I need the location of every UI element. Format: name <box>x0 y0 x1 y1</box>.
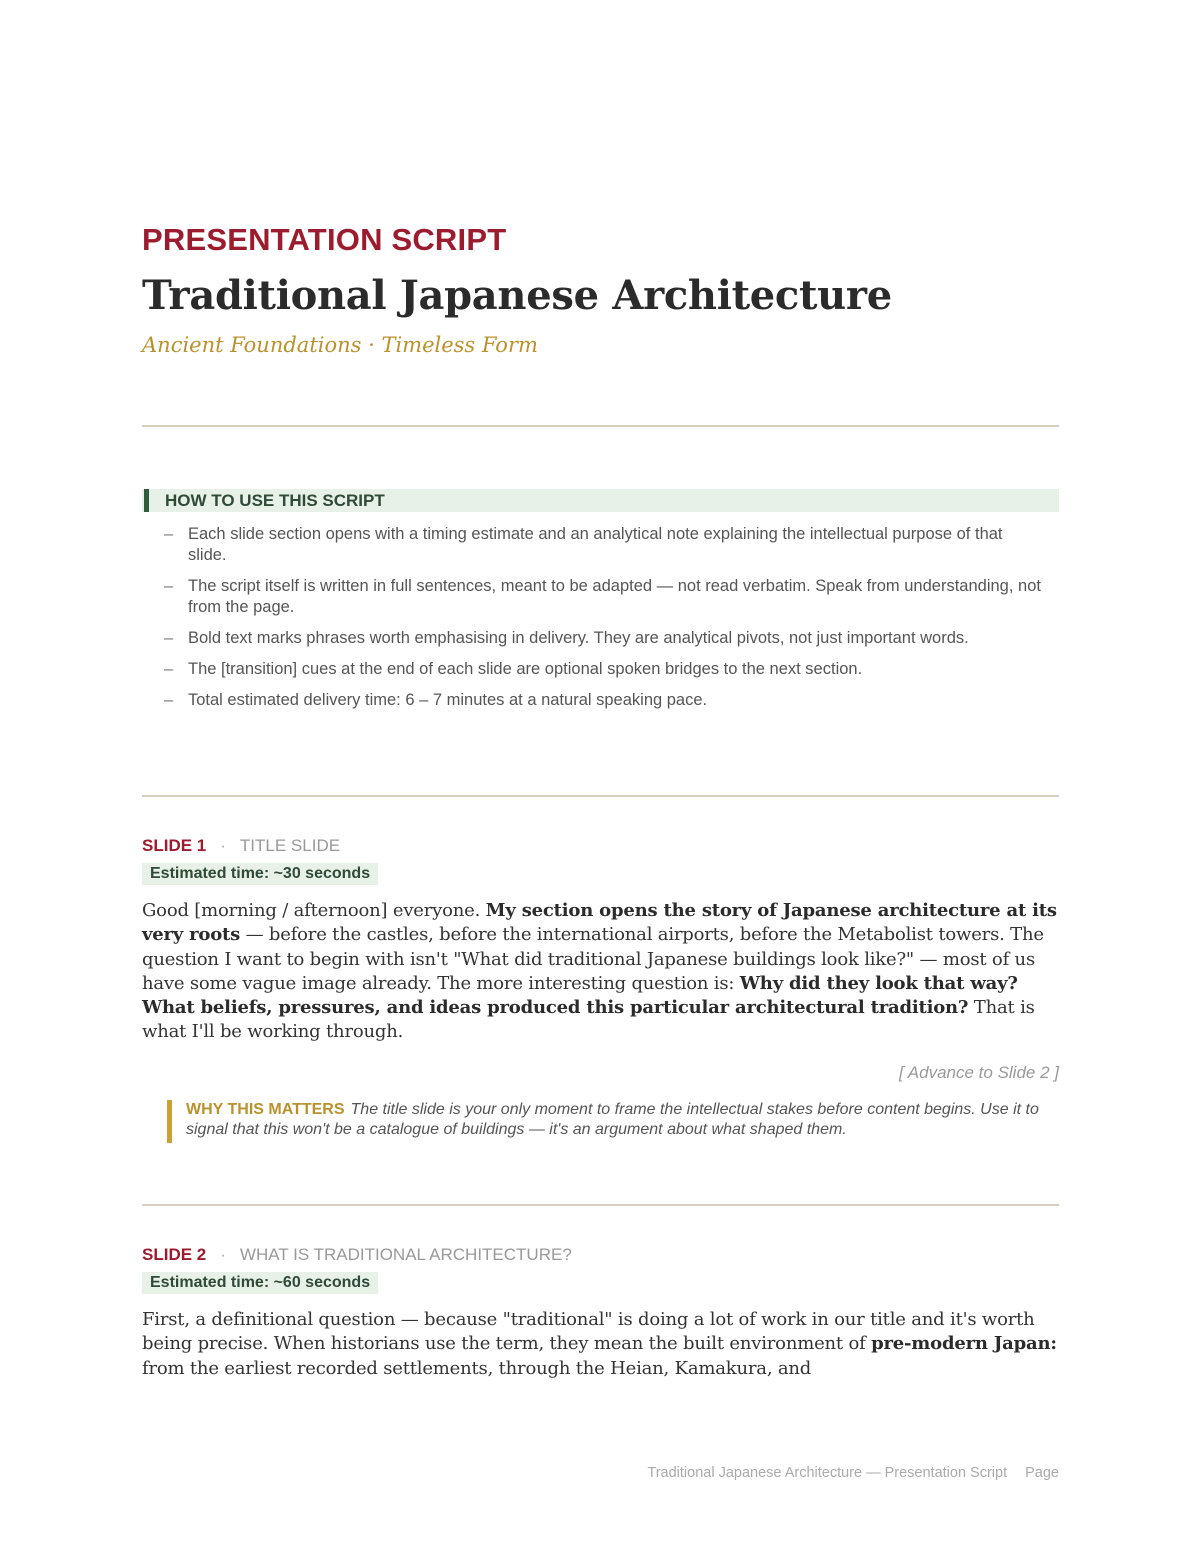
list-item <box>142 690 1042 711</box>
divider <box>142 795 1059 797</box>
list-item-text: Bold text marks phrases worth emphasising in delivery. They are analytical pivots, not just important words. <box>188 629 969 647</box>
script-emphasis: pre-modern Japan: <box>871 1333 1057 1355</box>
dash-bullet: – <box>164 525 174 543</box>
script-text: Good [morning / afternoon] everyone. <box>142 900 486 921</box>
why-text <box>186 1100 1057 1140</box>
slide-name: WHAT IS TRADITIONAL ARCHITECTURE? <box>239 1245 572 1264</box>
script-text: from the earliest recorded settlements, through the Heian, Kamakura, and <box>142 1357 812 1379</box>
accent-bar <box>144 489 149 512</box>
document-eyebrow: PRESENTATION SCRIPT <box>142 222 507 257</box>
footer-text: Traditional Japanese Architecture — Presentation Script <box>647 1465 1008 1481</box>
slide-number: SLIDE 2 <box>142 1245 207 1264</box>
document-title: Traditional Japanese Architecture <box>142 272 892 319</box>
list-item-text: The script itself is written in full sentences, meant to be adapted — not read verbatim. Speak from understanding, not from the page. <box>188 577 1041 616</box>
page-footer <box>647 1465 1059 1481</box>
slide-number: SLIDE 1 <box>142 836 207 855</box>
why-this-matters-callout <box>167 1100 1057 1140</box>
dash-bullet: – <box>164 577 174 595</box>
slide-separator: · <box>220 1245 226 1264</box>
list-item-text: The [transition] cues at the end of each slide are optional spoken bridges to the next section. <box>188 660 863 678</box>
time-badge: Estimated time: ~30 seconds <box>142 863 378 885</box>
why-label: WHY THIS MATTERS <box>186 1101 345 1118</box>
advance-cue: [ Advance to Slide 2 ] <box>898 1063 1059 1082</box>
slide-2-script <box>142 1308 1059 1381</box>
footer-page-label: Page <box>1025 1465 1059 1481</box>
script-text: — before the castles, before the international airports, before the Metabolist towers. The question I want to begin with isn't "What did traditional Japanese buildings look like?" — most of us have some vague image already. The more interesting question is: <box>142 924 1044 994</box>
dash-bullet: – <box>164 691 174 709</box>
howto-list <box>142 524 1042 721</box>
list-item-text: Each slide section opens with a timing estimate and an analytical note explaining the intellectual purpose of that slide. <box>188 525 1003 564</box>
list-item <box>142 576 1042 618</box>
document-subtitle: Ancient Foundations · Timeless Form <box>142 333 538 357</box>
list-item-text: Total estimated delivery time: 6 – 7 minutes at a natural speaking pace. <box>188 691 708 709</box>
list-item <box>142 659 1042 680</box>
dash-bullet: – <box>164 660 174 678</box>
dash-bullet: – <box>164 629 174 647</box>
slide-name: TITLE SLIDE <box>239 836 341 855</box>
slide-2-heading <box>142 1244 572 1266</box>
script-text: First, a definitional question — because "traditional" is doing a lot of work in our title and it's worth being precise. When historians use the term, they mean the built environment of <box>142 1309 1035 1355</box>
script-emphasis: Why did they look that way? What beliefs, pressures, and ideas produced this particular architectural tradition? <box>142 972 1018 1019</box>
slide-1-script <box>142 899 1059 1045</box>
list-item <box>142 628 1042 649</box>
callout-bar <box>167 1100 172 1143</box>
why-body: The title slide is your only moment to frame the intellectual stakes before content begins. Use it to signal that this won't be a catalogue of buildings — it's an argument about what shaped them. <box>186 1101 1039 1138</box>
list-item <box>142 524 1042 566</box>
slide-1-heading <box>142 835 340 857</box>
slide-separator: · <box>220 836 226 855</box>
script-emphasis: My section opens the story of Japanese architecture at its very roots <box>142 900 1057 946</box>
divider <box>142 425 1059 427</box>
howto-header <box>142 489 1059 512</box>
script-text: That is what I'll be working through. <box>142 997 1035 1043</box>
howto-title: HOW TO USE THIS SCRIPT <box>165 491 385 510</box>
divider <box>142 1204 1059 1206</box>
time-badge: Estimated time: ~60 seconds <box>142 1272 378 1294</box>
